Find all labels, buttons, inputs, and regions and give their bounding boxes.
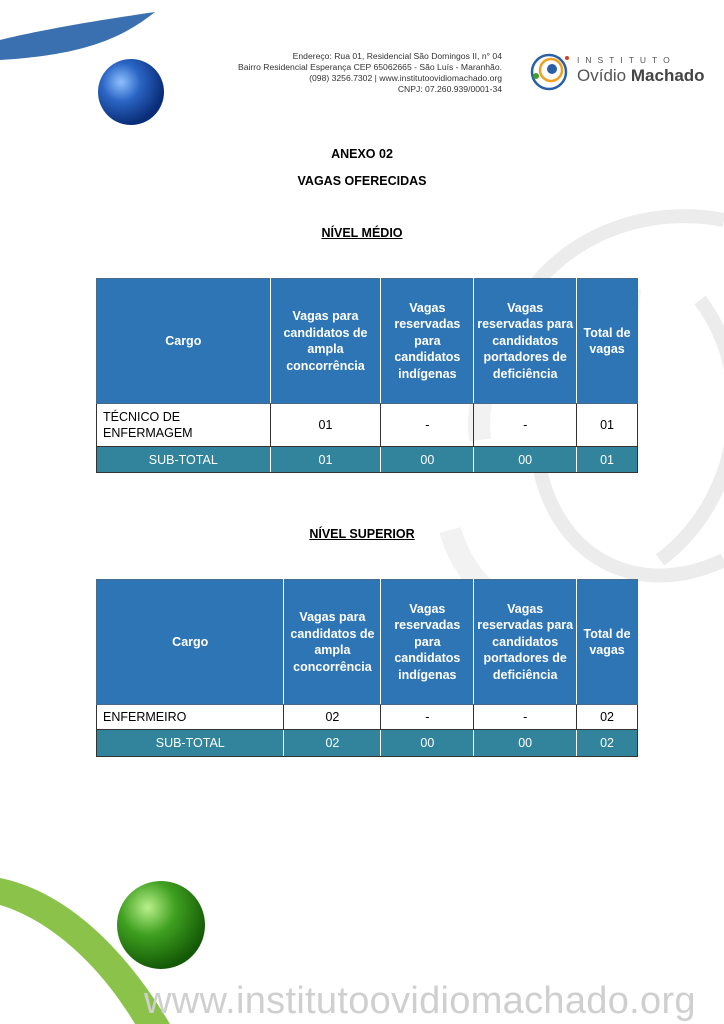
address-line: Endereço: Rua 01, Residencial São Domingos II, n° 04: [292, 51, 502, 61]
blue-swoosh: [0, 12, 155, 60]
page-title: ANEXO 02: [331, 147, 393, 161]
subtotal-value: 00: [381, 447, 474, 473]
value-cell: -: [474, 705, 577, 730]
column-header: Vagas reservadas para candidatos indígenas: [381, 279, 474, 404]
subtotal-value: 00: [474, 447, 577, 473]
table-row: [97, 705, 638, 730]
column-header: Total de vagas: [577, 580, 638, 705]
value-cell: 02: [284, 705, 381, 730]
logo-mark-icon: [527, 48, 575, 96]
table-row: [97, 404, 638, 447]
subtotal-label: SUB-TOTAL: [97, 730, 284, 757]
column-header: Cargo: [97, 279, 271, 404]
column-header: Cargo: [97, 580, 284, 705]
page-subtitle: VAGAS OFERECIDAS: [297, 174, 427, 188]
subtotal-row: [97, 447, 638, 473]
header-address: [238, 51, 502, 95]
section-heading-superior: NÍVEL SUPERIOR: [309, 527, 415, 541]
address-line: (098) 3256.7302 | www.institutoovidiomachado.org: [309, 73, 502, 83]
address-line: Bairro Residencial Esperança CEP 65062665 - São Luís - Maranhão.: [237, 62, 502, 72]
subtotal-value: 00: [474, 730, 577, 757]
value-cell: 01: [577, 404, 638, 447]
column-header: Vagas para candidatos de ampla concorrência: [284, 580, 381, 705]
logo-name-regular: Ovídio: [577, 66, 627, 85]
subtotal-value: 02: [577, 730, 638, 757]
vagas-table-superior: [96, 579, 638, 757]
logo-name: [577, 66, 705, 86]
logo-name-bold: Machado: [630, 66, 705, 85]
address-line: CNPJ: 07.260.939/0001-34: [397, 84, 502, 94]
green-sphere: [117, 881, 205, 969]
value-cell: 01: [270, 404, 381, 447]
subtotal-value: 00: [381, 730, 474, 757]
column-header: Vagas para candidatos de ampla concorrência: [270, 279, 381, 404]
section-heading-medio: NÍVEL MÉDIO: [321, 226, 403, 240]
blue-sphere: [98, 59, 164, 125]
institute-logo: [527, 48, 707, 96]
value-cell: -: [381, 705, 474, 730]
vagas-table-medio: [96, 278, 638, 473]
subtotal-row: [97, 730, 638, 757]
subtotal-value: 01: [577, 447, 638, 473]
column-header: Total de vagas: [577, 279, 638, 404]
column-header: Vagas reservadas para candidatos portadores de deficiência: [474, 580, 577, 705]
subtotal-value: 01: [270, 447, 381, 473]
table-header-row: [97, 279, 638, 404]
cargo-cell: ENFERMEIRO: [97, 705, 284, 730]
column-header: Vagas reservadas para candidatos portadores de deficiência: [474, 279, 577, 404]
value-cell: 02: [577, 705, 638, 730]
value-cell: -: [381, 404, 474, 447]
logo-top-text: INSTITUTO: [577, 55, 676, 65]
footer-website: www.institutoovidiomachado.org: [144, 980, 696, 1022]
subtotal-value: 02: [284, 730, 381, 757]
value-cell: -: [474, 404, 577, 447]
subtotal-label: SUB-TOTAL: [97, 447, 271, 473]
column-header: Vagas reservadas para candidatos indígenas: [381, 580, 474, 705]
cargo-cell: TÉCNICO DE ENFERMAGEM: [97, 404, 271, 447]
table-header-row: [97, 580, 638, 705]
